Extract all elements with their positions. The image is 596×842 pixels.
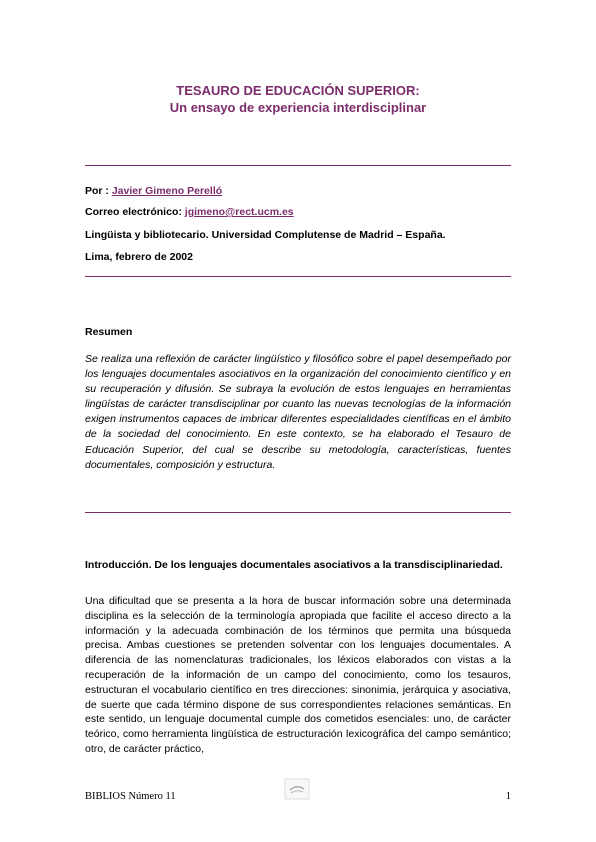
- email-line: [85, 205, 511, 219]
- footer-page-number: 1: [505, 791, 511, 802]
- author-line: [85, 184, 511, 198]
- introduction-text: Una dificultad que se presenta a la hora de buscar información sobre una determinada disciplina es la selección de la terminología apropiada que facilite el acceso directo a la información y la adecuada combinación de los términos que permita una búsqueda precisa. Ambas cuestiones se pretenden solventar con los lenguajes documentales. A diferencia de las nomenclaturas tradicionales, los léxicos elaborados con vistas a la recuperación de la información de un campo del conocimiento, como los tesauros, estructuran el vocabulario científico en tres direcciones: sinonimia, jerárquica y asociativa, de suerte que cada término dispone de sus correspondientes relaciones semánticas. En este sentido, un lenguaje documental cumple dos cometidos esenciales: uno, de carácter teórico, como herramienta lingüística de estructuración lexicográfica del campo semántico; otro, de carácter práctico,: [85, 595, 511, 755]
- abstract-text: Se realiza una reflexión de carácter lingüístico y filosófico sobre el papel desempeñado por los lenguajes documentales asociativos en la organización del conocimiento científico y en su recuperación y difusión. Se subraya la evolución de estos lenguajes en herramientas lingüístas de carácter transdisciplinar por cuanto las nuevas tecnologías de la información exigen instrumentos capaces de imbricar diferentes especialidades científicas en el ámbito de la sociedad del conocimiento. En este contexto, se ha elaborado el Tesauro de Educación Superior, del cual se describe su metodología, características, fuentes documentales, composición y estructura.: [85, 353, 511, 471]
- biblios-logo-icon: [284, 778, 310, 800]
- email-link[interactable]: jgimeno@rect.ucm.es: [184, 206, 294, 218]
- divider-top: [85, 165, 511, 166]
- place-date: Lima, febrero de 2002: [85, 251, 193, 263]
- document-subtitle: Un ensayo de experiencia interdisciplinar: [169, 100, 427, 115]
- document-title: TESAURO DE EDUCACIÓN SUPERIOR:: [176, 83, 420, 98]
- abstract-heading: Resumen: [85, 326, 133, 338]
- introduction-heading: Introducción. De los lenguajes documentales asociativos a la transdisciplinariedad.: [85, 559, 503, 571]
- affiliation: Lingüista y bibliotecario. Universidad Complutense de Madrid – España.: [85, 229, 446, 241]
- author-label: Por :: [85, 185, 109, 197]
- document-title-block: [0, 82, 596, 116]
- footer-journal: BIBLIOS Número 11: [85, 791, 176, 802]
- divider-middle: [85, 276, 511, 277]
- author-link[interactable]: Javier Gimeno Perelló: [111, 185, 223, 197]
- email-label: Correo electrónico:: [85, 206, 182, 218]
- divider-bottom: [85, 512, 511, 513]
